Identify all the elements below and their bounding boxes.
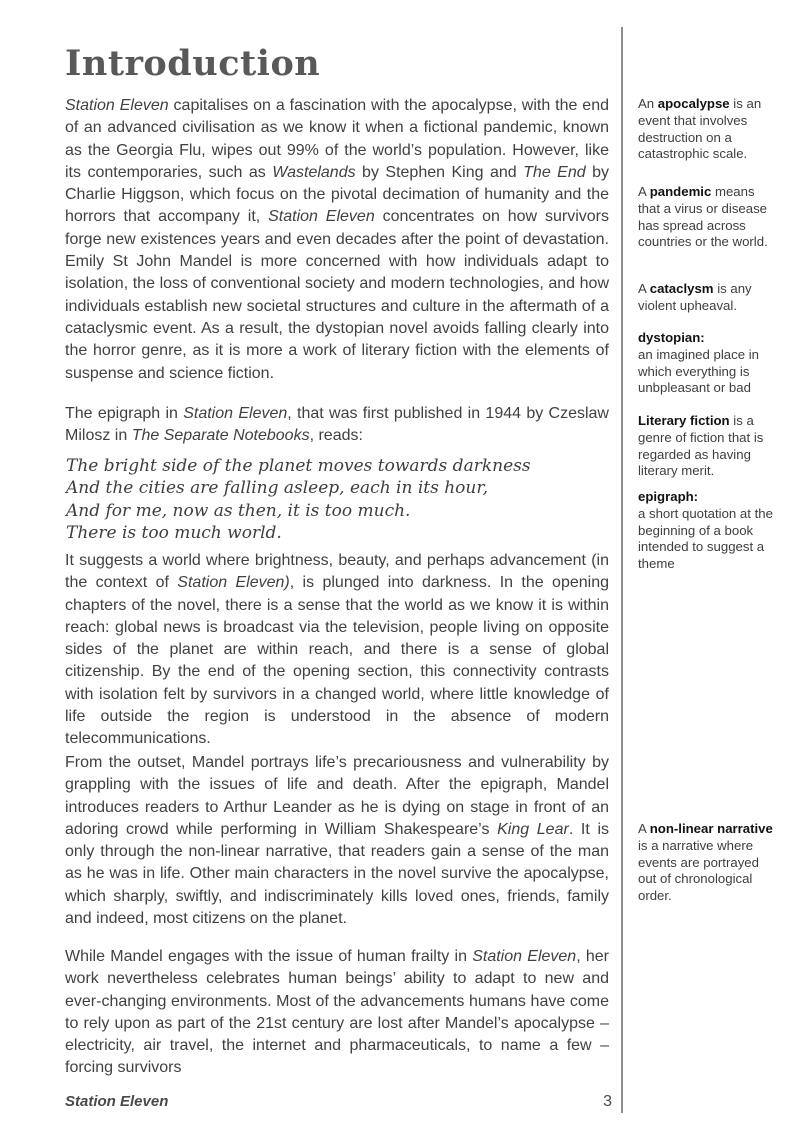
- column-divider: [621, 27, 623, 1113]
- quote-line: The bright side of the planet moves towards darkness: [66, 456, 531, 476]
- quote-line: And for me, now as then, it is too much.: [66, 500, 411, 521]
- glossary-note-non-linear-narrative: A non-linear narrative is a narrative where events are portrayed out of chronological order.: [638, 821, 773, 904]
- glossary-note-literary-fiction: Literary fiction is a genre of fiction that is regarded as having literary merit.: [638, 413, 764, 479]
- paragraph-human-frailty: While Mandel engages with the issue of human frailty in Station Eleven, her work nevertheless celebrates human beings’ ability to adapt to new and ever-changing environments. Most of the advancements humans have come to rely upon as part of the 21st century are lost after Mandel’s apocalypse – electricity, air travel, the internet and pharmaceuticals, to name a few – forcing survivors: [65, 948, 609, 1077]
- glossary-note-cataclysm: A cataclysm is any violent upheaval.: [638, 281, 752, 313]
- glossary-note-apocalypse: An apocalypse is an event that involves destruction on a catastrophic scale.: [638, 96, 762, 162]
- footer-page-number: 3: [603, 1093, 612, 1110]
- paragraph-epigraph-lead: The epigraph in Station Eleven, that was first published in 1944 by Czeslaw Milosz in The Separate Notebooks, reads:: [65, 405, 609, 445]
- paragraph-world-suggestion: It suggests a world where brightness, beauty, and perhaps advancement (in the context of Station Eleven), is plunged into darkness. In the opening chapters of the novel, there is a sense that the world as we know it is within reach: global news is broadcast via the television, people living on opposite sides of the planet are within reach, and there is a sense of global citizenship. By the end of the opening section, this connectivity contrasts with isolation felt by survivors in a changed world, where little knowledge of life outside the region is understood in the absence of modern telecommunications.: [65, 552, 609, 748]
- paragraph-intro: Station Eleven capitalises on a fascination with the apocalypse, with the end of an advanced civilisation as we know it when a fictional pandemic, known as the Georgia Flu, wipes out 99% of the world’s population. However, like its contemporaries, such as Wastelands by Stephen King and The End by Charlie Higgson, which focus on the pivotal decimation of humanity and the horrors that accompany it, Station Eleven concentrates on how survivors forge new existences years and even decades after the point of devastation. Emily St John Mandel is more concerned with how individuals adapt to isolation, the loss of conventional society and modern technologies, and how individuals establish new societal structures and culture in the aftermath of a cataclysmic event. As a result, the dystopian novel avoids falling clearly into the horror genre, as it is more a work of literary fiction with the elements of suspense and science fiction.: [65, 97, 610, 382]
- page-footer: [65, 1093, 612, 1111]
- footer-book-title: Station Eleven: [65, 1093, 169, 1110]
- glossary-note-dystopian: dystopian: an imagined place in which everything is unbpleasant or bad: [638, 330, 759, 396]
- quote-line: There is too much world.: [66, 523, 282, 544]
- epigraph-quote: [66, 455, 610, 545]
- paragraph-life-death: From the outset, Mandel portrays life’s precariousness and vulnerability by grappling with the issues of life and death. After the epigraph, Mandel introduces readers to Arthur Leander as he is dying on stage in front of an adoring crowd while performing in William Shakespeare’s King Lear. It is only through the non-linear narrative, that readers gain a sense of the man as he was in life. Other main characters in the novel survive the apocalypse, which sharply, swiftly, and indiscriminately kills loved ones, friends, family and indeed, most citizens on the planet.: [65, 754, 610, 928]
- glossary-note-pandemic: A pandemic means that a virus or disease has spread across countries or the world.: [638, 184, 768, 250]
- quote-line: And the cities are falling asleep, each in its hour,: [66, 478, 489, 499]
- page-title: Introduction: [65, 43, 321, 84]
- glossary-note-epigraph: epigraph: a short quotation at the beginning of a book intended to suggest a theme: [638, 489, 773, 572]
